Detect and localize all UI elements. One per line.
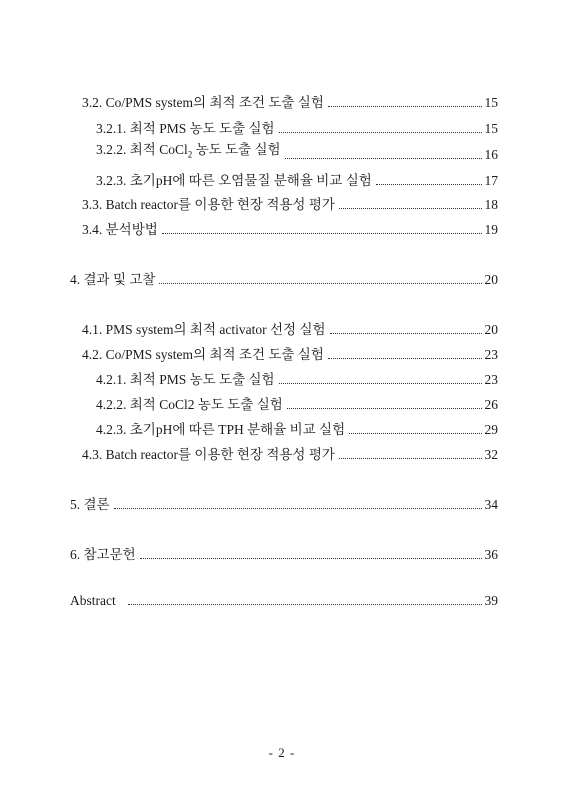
subscript: 2: [187, 150, 193, 160]
toc-entry-title: 3.4. 분석방법: [82, 222, 158, 237]
toc-entry-3-2-2[interactable]: [96, 144, 498, 164]
dot-leader: [279, 383, 482, 384]
toc-entry-title: 3.2. Co/PMS system의 최적 조건 도출 실험: [82, 95, 324, 110]
page-number: - 2 -: [268, 745, 296, 760]
toc-entry-title: 5. 결론: [70, 497, 110, 512]
toc-entry-page: 18: [484, 197, 498, 212]
toc-entry-5[interactable]: [70, 494, 498, 514]
toc-entry-4-1[interactable]: [82, 319, 498, 339]
toc-entry-page: 15: [484, 95, 498, 110]
toc-entry-4-2-3[interactable]: [96, 419, 498, 439]
toc-entry-title: 4.2.2. 최적 CoCl2 농도 도출 실험: [96, 397, 283, 412]
toc-entry-4-2-1[interactable]: [96, 369, 498, 389]
toc-entry-4-3[interactable]: [82, 444, 498, 464]
dot-leader: [349, 433, 481, 434]
toc-entry-title: 4.3. Batch reactor를 이용한 현장 적용성 평가: [82, 447, 335, 462]
toc-entry-title: 4. 결과 및 고찰: [70, 272, 156, 287]
toc-entry-title: 3.2.1. 최적 PMS 농도 도출 실험: [96, 121, 275, 136]
toc-entry-title: 4.1. PMS system의 최적 activator 선정 실험: [82, 322, 326, 337]
dot-leader: [328, 358, 482, 359]
dot-leader: [159, 283, 481, 284]
toc-entry-title: 4.2.1. 최적 PMS 농도 도출 실험: [96, 372, 275, 387]
toc-entry-4-2[interactable]: [82, 344, 498, 364]
toc-entry-page: 34: [484, 497, 498, 512]
toc-entry-title: 6. 참고문헌: [70, 547, 136, 562]
toc-entry-page: 23: [484, 347, 498, 362]
toc-entry-page: 36: [484, 547, 498, 562]
toc-entry-title: 4.2. Co/PMS system의 최적 조건 도출 실험: [82, 347, 324, 362]
toc-entry-page: 20: [484, 272, 498, 287]
toc-entry-4[interactable]: [70, 269, 498, 289]
toc-entry-3-4[interactable]: [82, 219, 498, 239]
toc-entry-page: 26: [484, 397, 498, 412]
toc-entry-title: Abstract: [70, 593, 116, 608]
toc-entry-page: 32: [484, 447, 498, 462]
toc-entry-3-2-3[interactable]: [96, 170, 498, 190]
toc-entry-page: 17: [484, 173, 498, 188]
dot-leader: [140, 558, 482, 559]
dot-leader: [328, 106, 482, 107]
dot-leader: [285, 158, 482, 159]
toc-entry-3-3[interactable]: [82, 194, 498, 214]
toc-entry-page: 20: [484, 322, 498, 337]
dot-leader: [339, 458, 482, 459]
dot-leader: [128, 604, 482, 605]
dot-leader: [339, 208, 482, 209]
toc-entry-3-2-1[interactable]: [96, 118, 498, 138]
toc-entry-title: 3.2.3. 초기pH에 따른 오염물질 분해율 비교 실험: [96, 173, 372, 188]
toc-entry-title: 3.3. Batch reactor를 이용한 현장 적용성 평가: [82, 197, 335, 212]
dot-leader: [330, 333, 482, 334]
toc-entry-3-2[interactable]: [82, 92, 498, 112]
toc-entry-title: 4.2.3. 초기pH에 따른 TPH 분해율 비교 실험: [96, 422, 346, 437]
dot-leader: [287, 408, 482, 409]
dot-leader: [279, 132, 482, 133]
toc-entry-page: 29: [484, 422, 498, 437]
dot-leader: [114, 508, 482, 509]
toc-entry-page: 16: [484, 147, 498, 162]
dot-leader: [376, 184, 482, 185]
toc-entry-4-2-2[interactable]: [96, 394, 498, 414]
toc-entry-page: 23: [484, 372, 498, 387]
toc-entry-page: 19: [484, 222, 498, 237]
toc-entry-page: 39: [484, 593, 498, 608]
toc-entry-abstract[interactable]: [70, 590, 498, 610]
toc-entry-title-main: 3.2.2. 최적 CoCl: [96, 142, 188, 158]
toc-entry-title: [96, 141, 281, 164]
toc-entry-title-rest: 농도 도출 실험: [192, 142, 281, 158]
toc-entry-page: 15: [484, 121, 498, 136]
toc-entry-6[interactable]: [70, 544, 498, 564]
dot-leader: [162, 233, 482, 234]
